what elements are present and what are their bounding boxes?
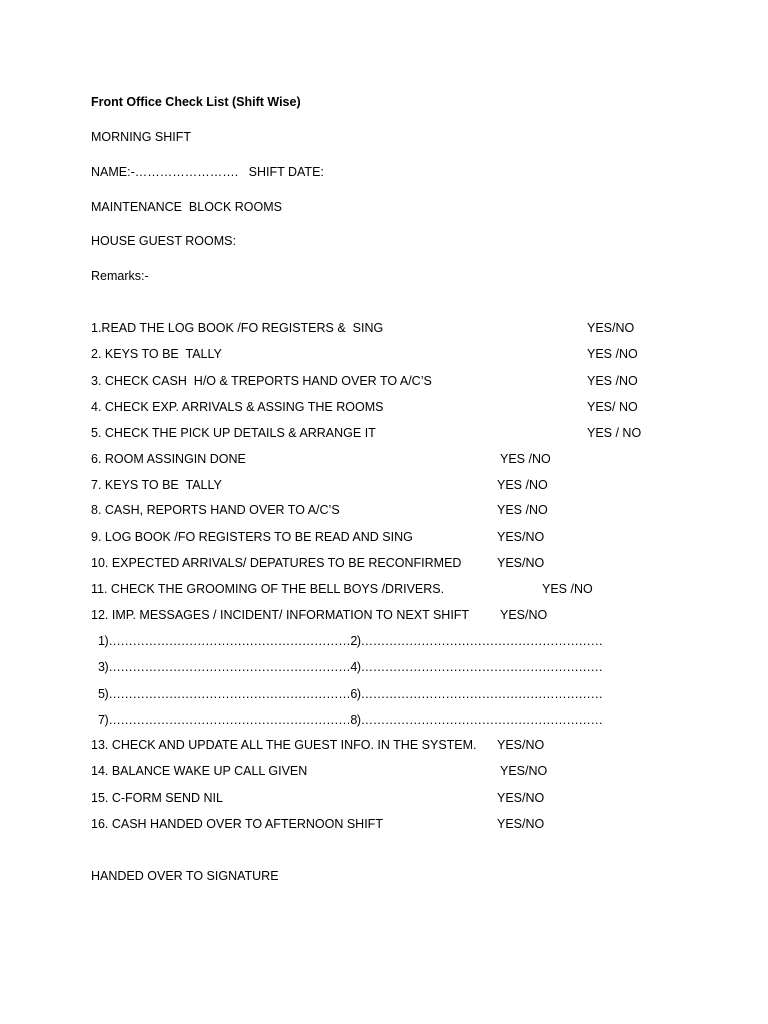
checklist-item: 13. CHECK AND UPDATE ALL THE GUEST INFO. IN THE SYSTEM. — [91, 738, 477, 752]
checklist-answer: YES/NO — [497, 530, 545, 544]
checklist-item: 6. ROOM ASSINGIN DONE — [91, 452, 246, 466]
house-guest-line: HOUSE GUEST ROOMS: — [91, 234, 236, 248]
checklist-answer: YES/NO — [497, 738, 545, 752]
checklist-item: 2. KEYS TO BE TALLY — [91, 347, 222, 361]
checklist-answer: YES/NO — [497, 791, 545, 805]
message-blank-line: 3)……………………………………………………4)…………………………………………………… — [98, 660, 603, 674]
message-blank-line: 7)……………………………………………………8)…………………………………………………… — [98, 713, 603, 727]
message-blank-line: 5)……………………………………………………6)…………………………………………………… — [98, 687, 603, 701]
checklist-item: 8. CASH, REPORTS HAND OVER TO A/C’S — [91, 503, 340, 517]
checklist-item: 5. CHECK THE PICK UP DETAILS & ARRANGE IT — [91, 426, 376, 440]
remarks-line: Remarks:- — [91, 269, 149, 283]
checklist-answer: YES/NO — [497, 817, 545, 831]
handover-signature-line: HANDED OVER TO SIGNATURE — [91, 869, 279, 883]
name-date-line: NAME:-……………………. SHIFT DATE: — [91, 165, 324, 179]
checklist-answer: YES / NO — [587, 426, 642, 440]
checklist-answer: YES/NO — [587, 321, 635, 335]
checklist-answer: YES /NO — [542, 582, 593, 596]
checklist-answer: YES /NO — [587, 347, 638, 361]
checklist-answer: YES /NO — [500, 452, 551, 466]
checklist-item: 11. CHECK THE GROOMING OF THE BELL BOYS /DRIVERS. — [91, 582, 445, 596]
shift-heading: MORNING SHIFT — [91, 130, 191, 144]
checklist-answer: YES /NO — [497, 478, 548, 492]
checklist-item: 1.READ THE LOG BOOK /FO REGISTERS & SING — [91, 321, 384, 335]
message-blank-line: 1)……………………………………………………2)…………………………………………………… — [98, 634, 603, 648]
maintenance-line: MAINTENANCE BLOCK ROOMS — [91, 200, 282, 214]
checklist-item: 12. IMP. MESSAGES / INCIDENT/ INFORMATION TO NEXT SHIFT — [91, 608, 470, 622]
checklist-item: 14. BALANCE WAKE UP CALL GIVEN — [91, 764, 308, 778]
checklist-item: 16. CASH HANDED OVER TO AFTERNOON SHIFT — [91, 817, 383, 831]
checklist-item: 10. EXPECTED ARRIVALS/ DEPATURES TO BE RECONFIRMED — [91, 556, 462, 570]
checklist-item: 9. LOG BOOK /FO REGISTERS TO BE READ AND SING — [91, 530, 413, 544]
checklist-item: 15. C-FORM SEND NIL — [91, 791, 223, 805]
checklist-item: 7. KEYS TO BE TALLY — [91, 478, 222, 492]
checklist-answer: YES/ NO — [587, 400, 638, 414]
checklist-item: 4. CHECK EXP. ARRIVALS & ASSING THE ROOMS — [91, 400, 384, 414]
checklist-answer: YES/NO — [500, 608, 548, 622]
checklist-answer: YES /NO — [497, 503, 548, 517]
checklist-answer: YES /NO — [587, 374, 638, 388]
checklist-item: 3. CHECK CASH H/O & TREPORTS HAND OVER TO A/C’S — [91, 374, 432, 388]
checklist-answer: YES/NO — [500, 764, 548, 778]
checklist-answer: YES/NO — [497, 556, 545, 570]
document-title: Front Office Check List (Shift Wise) — [91, 95, 301, 109]
